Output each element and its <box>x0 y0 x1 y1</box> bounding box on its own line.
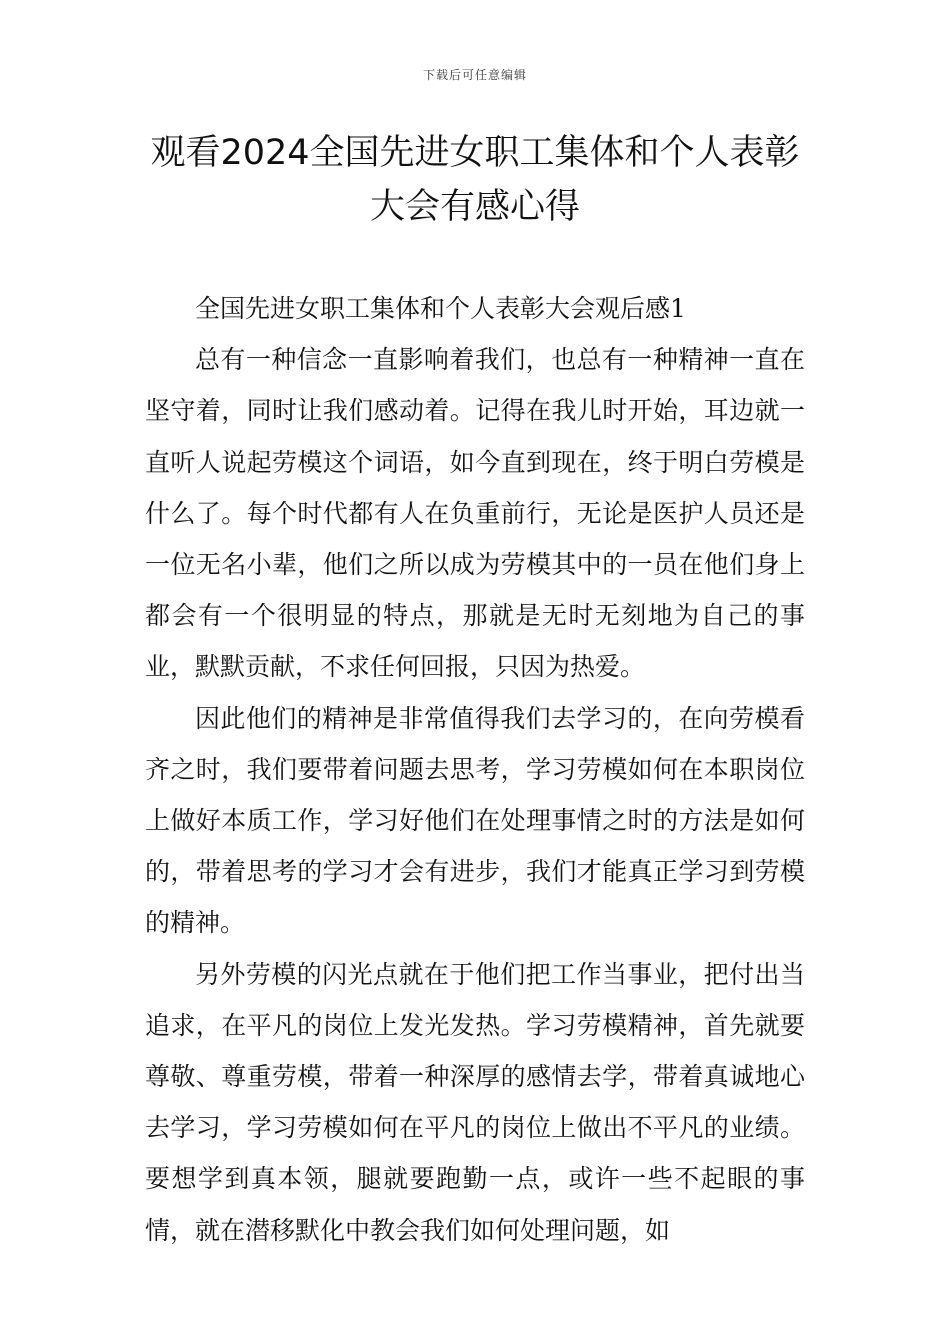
paragraph-2: 因此他们的精神是非常值得我们去学习的，在向劳模看齐之时，我们要带着问题去思考，学习劳模如何在本职岗位上做好本质工作，学习好他们在处理事情之时的方法是如何的，带着思考的学习才会有进步，我们才能真正学习到劳模的精神。 <box>145 703 805 938</box>
section-subtitle: 全国先进女职工集体和个人表彰大会观后感1 <box>195 294 686 323</box>
document-title: 观看2024全国先进女职工集体和个人表彰大会有感心得 <box>150 133 800 227</box>
paragraph-1: 总有一种信念一直影响着我们，也总有一种精神一直在坚守着，同时让我们感动着。记得在我儿时开始，耳边就一直听人说起劳模这个词语，如今直到现在，终于明白劳模是什么了。每个时代都有人在负重前行，无论是医护人员还是一位无名小辈，他们之所以成为劳模其中的一员在他们身上都会有一个很明显的特点，那就是无时无刻地为自己的事业，默默贡献，不求任何回报，只因为热爱。 <box>145 345 805 682</box>
paragraph-3: 另外劳模的闪光点就在于他们把工作当事业，把付出当追求，在平凡的岗位上发光发热。学习劳模精神，首先就要尊敬、尊重劳模，带着一种深厚的感情去学，带着真诚地心去学习，学习劳模如何在平凡的岗位上做出不平凡的业绩。要想学到真本领，腿就要跑勤一点，或许一些不起眼的事情，就在潜移默化中教会我们如何处理问题，如 <box>145 959 805 1245</box>
header-note: 下载后可任意编辑 <box>422 68 527 82</box>
document-body <box>145 283 805 1256</box>
